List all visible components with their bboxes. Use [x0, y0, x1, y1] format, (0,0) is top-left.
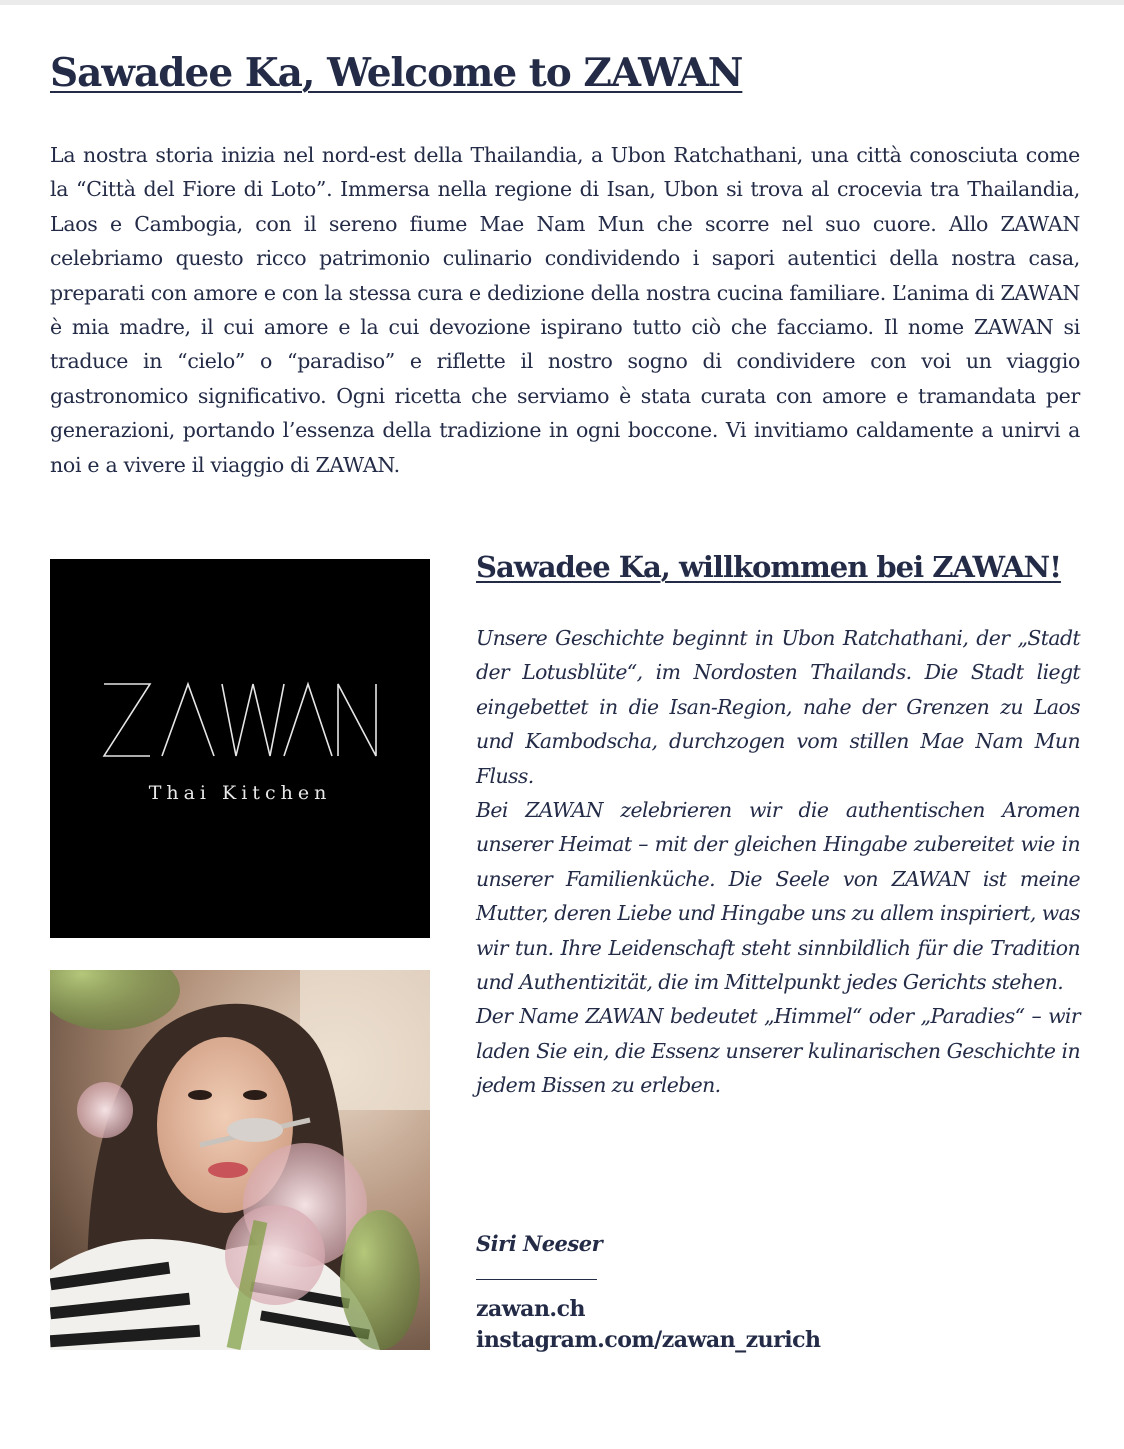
- instagram-link[interactable]: instagram.com/zawan_zurich: [476, 1327, 821, 1353]
- page-title: Sawadee Ka, Welcome to ZAWAN: [50, 50, 743, 96]
- top-border-strip: [0, 0, 1124, 5]
- logo-tagline: Thai Kitchen: [148, 782, 332, 804]
- german-paragraph: Der Name ZAWAN bedeutet „Himmel“ oder „Paradies“ – wir laden Sie ein, die Essenz unserer kulinarischen Geschichte in jedem Bissen zu erleben.: [476, 1004, 1080, 1098]
- german-paragraph: Bei ZAWAN zelebrieren wir die authentischen Aromen unserer Heimat – mit der gleichen Hingabe zubereitet wie in unserer Familienküche. Die Seele von ZAWAN ist meine Mutter, deren Liebe und Hingabe uns zu allem inspiriert, was wir tun. Ihre Leidenschaft steht sinnbildlich für die Tradition und Authentizität, die im Mittelpunkt jedes Gerichts stehen.: [476, 798, 1080, 995]
- german-body: [476, 621, 1080, 1103]
- german-paragraph: Unsere Geschichte beginnt in Ubon Ratchathani, der „Stadt der Lotusblüte“, im Nordosten Thailands. Die Stadt liegt eingebettet in die Isan-Region, nahe der Grenzen zu Laos und Kambodscha, durchzogen vom stillen Mae Nam Mun Fluss.: [476, 626, 1080, 788]
- german-title: Sawadee Ka, willkommen bei ZAWAN!: [476, 550, 1061, 584]
- website-link[interactable]: zawan.ch: [476, 1296, 585, 1322]
- portrait-photo: [50, 970, 430, 1350]
- intro-paragraph: La nostra storia inizia nel nord-est della Thailandia, a Ubon Ratchathani, una città conosciuta come la “Città del Fiore di Loto”. Immersa nella regione di Isan, Ubon si trova al crocevia tra Thailandia, Laos e Cambogia, con il sereno fiume Mae Nam Mun che scorre nel suo cuore. Allo ZAWAN celebriamo questo ricco patrimonio culinario condividendo i sapori autentici della nostra casa, preparati con amore e con la stessa cura e dedizione della nostra cucina familiare. L’anima di ZAWAN è mia madre, il cui amore e la cui devozione ispirano tutto ciò che facciamo. Il nome ZAWAN si traduce in “cielo” o “paradiso” e riflette il nostro sogno di condividere con voi un viaggio gastronomico significativo. Ogni ricetta che serviamo è stata curata con amore e tramandata per generazioni, portando l’essenza della tradizione in ogni boccone. Vi invitiamo caldamente a unirvi a noi e a vivere il viaggio di ZAWAN.: [50, 143, 1080, 477]
- signature: Siri Neeser: [476, 1231, 603, 1256]
- logo-wordmark-text: [50, 662, 430, 762]
- signature-rule: [476, 1279, 597, 1280]
